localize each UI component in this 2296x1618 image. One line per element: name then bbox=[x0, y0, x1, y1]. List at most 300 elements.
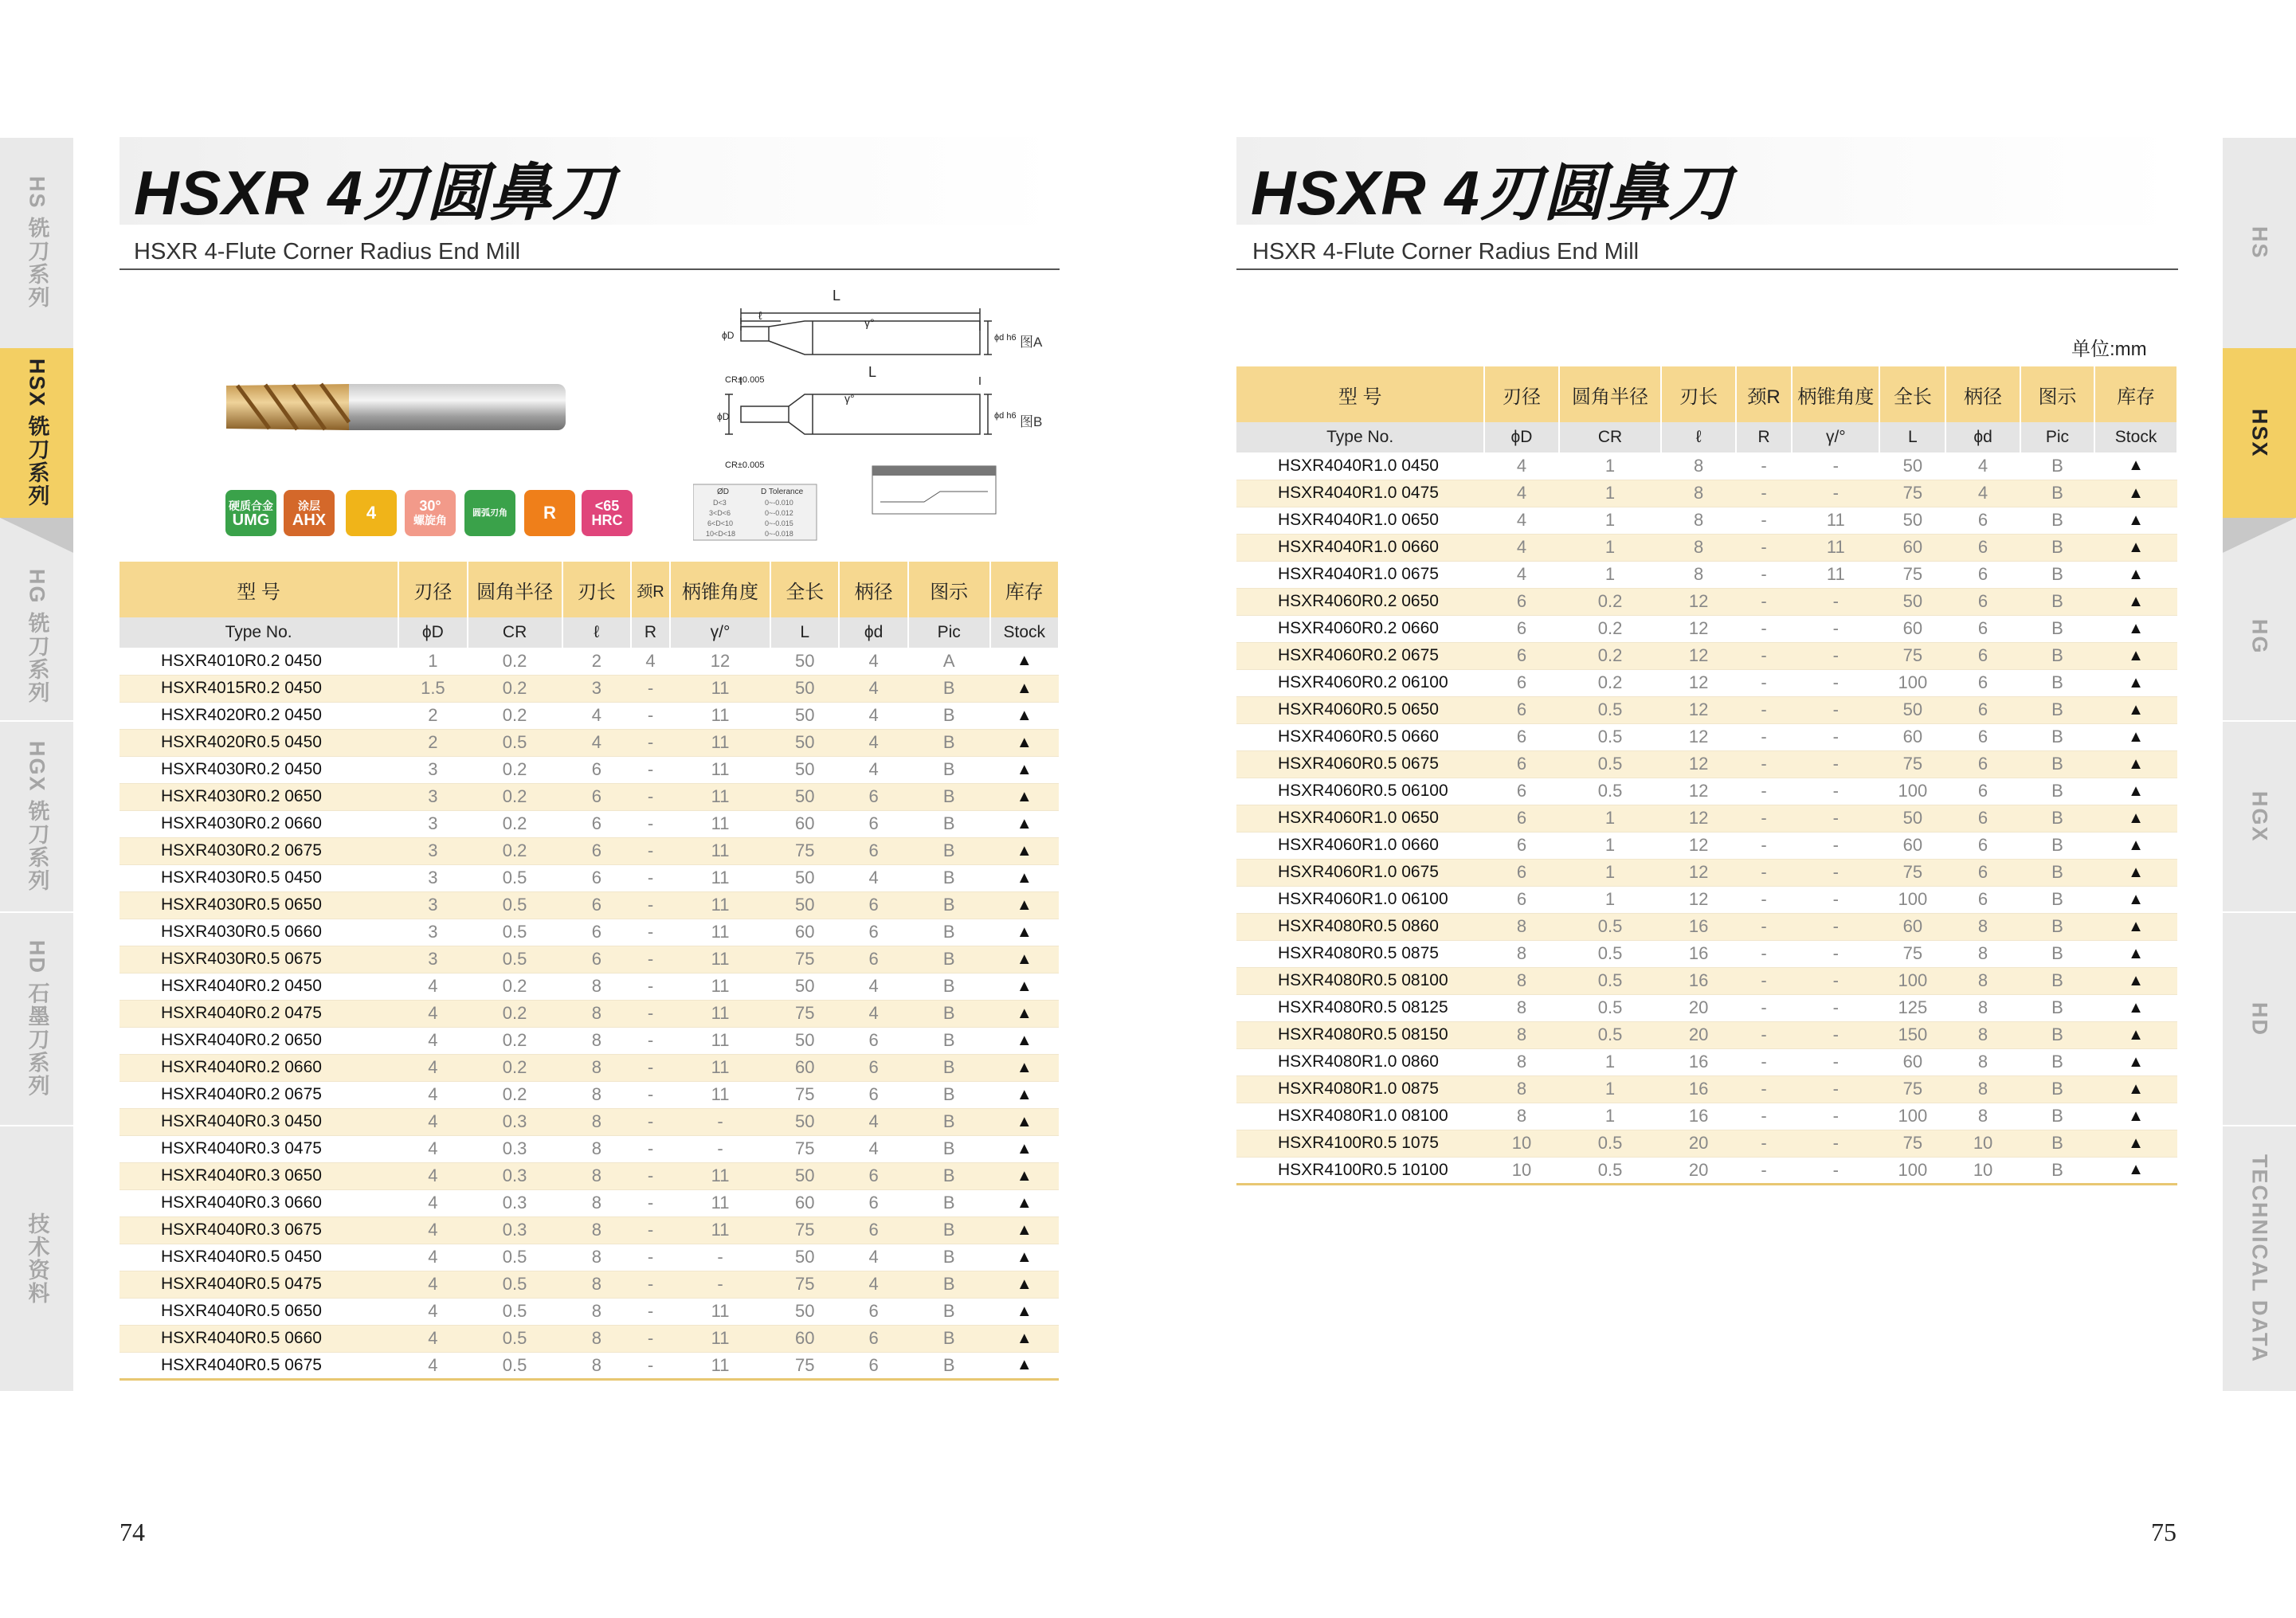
spec-cell: 0.2 bbox=[468, 756, 562, 783]
spec-cell: 6 bbox=[839, 837, 907, 864]
end-mill-photo bbox=[221, 374, 572, 438]
model-cell: HSXR4100R0.5 10100 bbox=[1236, 1157, 1484, 1184]
spec-cell: 6 bbox=[839, 1054, 907, 1081]
right-tab-hgx[interactable]: HGX bbox=[2223, 720, 2296, 911]
left-table-body bbox=[120, 648, 1059, 1379]
right-tab-hg[interactable]: HG bbox=[2247, 618, 2272, 655]
spec-cell: 4 bbox=[562, 702, 631, 729]
spec-cell: - bbox=[1736, 832, 1793, 859]
spec-cell: 6 bbox=[1484, 723, 1558, 750]
left-tab-hs[interactable]: HS 铣刀系列 bbox=[25, 176, 49, 310]
spec-cell: 0.5 bbox=[1559, 913, 1662, 940]
spec-cell: B bbox=[908, 783, 990, 810]
spec-cell: 11 bbox=[670, 1352, 770, 1379]
spec-cell: - bbox=[1736, 940, 1793, 967]
spec-cell: 8 bbox=[1484, 1021, 1558, 1048]
badge-coating-ahx: 涂层 AHX bbox=[284, 490, 335, 536]
spec-cell: 50 bbox=[770, 891, 839, 919]
spec-cell: - bbox=[631, 783, 670, 810]
spec-cell: 0.5 bbox=[1559, 940, 1662, 967]
spec-cell: B bbox=[908, 1027, 990, 1054]
spec-cell: 1 bbox=[1559, 452, 1662, 480]
spec-cell: 6 bbox=[1484, 669, 1558, 696]
table-row bbox=[120, 1000, 1059, 1027]
spec-cell: - bbox=[631, 1108, 670, 1135]
spec-cell: - bbox=[1792, 913, 1879, 940]
spec-cell: 12 bbox=[1661, 805, 1735, 832]
left-page-subtitle: HSXR 4-Flute Corner Radius End Mill bbox=[134, 239, 521, 264]
spec-cell: 8 bbox=[562, 1216, 631, 1244]
stock-cell: ▲ bbox=[990, 1162, 1059, 1189]
table-row bbox=[1236, 940, 2177, 967]
spec-cell: 6 bbox=[1484, 696, 1558, 723]
model-cell: HSXR4060R0.2 0650 bbox=[1236, 588, 1484, 615]
spec-cell: 4 bbox=[1945, 480, 2020, 507]
spec-cell: 1 bbox=[1559, 561, 1662, 588]
left-tab-hd[interactable]: HD 石墨刀系列 bbox=[0, 911, 73, 1125]
model-cell: HSXR4040R1.0 0660 bbox=[1236, 534, 1484, 561]
spec-cell: - bbox=[1736, 994, 1793, 1021]
spec-cell: 0.2 bbox=[1559, 669, 1662, 696]
spec-cell: 4 bbox=[839, 675, 907, 702]
spec-cell: - bbox=[1792, 967, 1879, 994]
dim-label-d-b: ϕd h6 bbox=[994, 411, 1017, 421]
spec-cell: A bbox=[908, 648, 990, 675]
badge-helix-30: 30° 螺旋角 bbox=[405, 490, 456, 536]
spec-cell: 60 bbox=[770, 810, 839, 837]
model-cell: HSXR4030R0.5 0660 bbox=[120, 919, 398, 946]
spec-cell: - bbox=[1792, 1075, 1879, 1103]
right-table-body bbox=[1236, 452, 2177, 1184]
spec-cell: 16 bbox=[1661, 967, 1735, 994]
spec-cell: 11 bbox=[670, 810, 770, 837]
table-row bbox=[1236, 778, 2177, 805]
spec-cell: 50 bbox=[770, 729, 839, 756]
left-tab-notch bbox=[0, 518, 73, 553]
spec-cell: 60 bbox=[1879, 1048, 1945, 1075]
spec-cell: 6 bbox=[1484, 886, 1558, 913]
spec-cell: 20 bbox=[1661, 994, 1735, 1021]
spec-cell: 4 bbox=[839, 1271, 907, 1298]
model-cell: HSXR4040R0.5 0675 bbox=[120, 1352, 398, 1379]
spec-cell: 4 bbox=[398, 1352, 467, 1379]
left-tab-hsx[interactable]: HSX 铣刀系列 bbox=[0, 348, 73, 518]
spec-cell: 0.5 bbox=[1559, 723, 1662, 750]
spec-cell: 8 bbox=[562, 1000, 631, 1027]
left-tab-hgx[interactable]: HGX 铣刀系列 bbox=[0, 720, 73, 911]
spec-cell: - bbox=[1792, 669, 1879, 696]
spec-cell: 6 bbox=[1945, 669, 2020, 696]
spec-cell: - bbox=[1792, 1048, 1879, 1075]
spec-cell: 4 bbox=[839, 1135, 907, 1162]
spec-cell: 4 bbox=[1484, 452, 1558, 480]
table-row bbox=[120, 1027, 1059, 1054]
spec-cell: B bbox=[908, 702, 990, 729]
model-cell: HSXR4060R0.2 0675 bbox=[1236, 642, 1484, 669]
left-tab-hg[interactable]: HG 铣刀系列 bbox=[25, 568, 49, 704]
spec-cell: - bbox=[631, 702, 670, 729]
spec-cell: 11 bbox=[670, 1000, 770, 1027]
spec-cell: 0.2 bbox=[468, 1081, 562, 1108]
table-row bbox=[1236, 480, 2177, 507]
spec-cell: - bbox=[631, 1081, 670, 1108]
spec-cell: B bbox=[2020, 1103, 2094, 1130]
dim-label-gamma: γ° bbox=[864, 316, 875, 329]
model-cell: HSXR4040R0.3 0660 bbox=[120, 1189, 398, 1216]
spec-cell: B bbox=[2020, 1048, 2094, 1075]
spec-cell: B bbox=[2020, 750, 2094, 778]
table-row bbox=[1236, 1157, 2177, 1184]
spec-cell: - bbox=[1736, 805, 1793, 832]
right-tab-tech[interactable]: TECHNICAL DATA bbox=[2223, 1125, 2296, 1391]
table-row bbox=[120, 1081, 1059, 1108]
spec-cell: 1.5 bbox=[398, 675, 467, 702]
spec-cell: 50 bbox=[770, 756, 839, 783]
spec-cell: 0.5 bbox=[1559, 1130, 1662, 1157]
stock-cell: ▲ bbox=[990, 1081, 1059, 1108]
svg-text:3<D<6: 3<D<6 bbox=[709, 509, 731, 517]
spec-cell: - bbox=[670, 1108, 770, 1135]
col-neck-r: 颈R bbox=[631, 562, 670, 617]
spec-cell: 3 bbox=[398, 891, 467, 919]
stock-cell: ▲ bbox=[990, 919, 1059, 946]
spec-cell: 4 bbox=[839, 702, 907, 729]
spec-cell: 4 bbox=[839, 1244, 907, 1271]
model-cell: HSXR4080R0.5 0860 bbox=[1236, 913, 1484, 940]
spec-cell: 2 bbox=[398, 729, 467, 756]
spec-cell: 10 bbox=[1484, 1157, 1558, 1184]
svg-text:6<D<10: 6<D<10 bbox=[707, 519, 734, 527]
spec-cell: 11 bbox=[670, 1054, 770, 1081]
spec-cell: 0.5 bbox=[468, 1325, 562, 1352]
spec-cell: 8 bbox=[562, 1081, 631, 1108]
spec-cell: - bbox=[1792, 588, 1879, 615]
table-row bbox=[1236, 913, 2177, 940]
spec-cell: 12 bbox=[1661, 750, 1735, 778]
cr-tolerance-b: CR±0.005 bbox=[725, 460, 765, 470]
model-cell: HSXR4060R0.5 0660 bbox=[1236, 723, 1484, 750]
spec-cell: 0.2 bbox=[468, 1000, 562, 1027]
model-cell: HSXR4060R1.0 0650 bbox=[1236, 805, 1484, 832]
spec-cell: B bbox=[2020, 1130, 2094, 1157]
spec-cell: 8 bbox=[1484, 1103, 1558, 1130]
spec-cell: 6 bbox=[562, 946, 631, 973]
stock-cell: ▲ bbox=[2094, 940, 2177, 967]
stock-cell: ▲ bbox=[2094, 588, 2177, 615]
dim-label-D-b: ϕD bbox=[717, 411, 730, 422]
spec-cell: 1 bbox=[1559, 1103, 1662, 1130]
spec-cell: 6 bbox=[839, 1325, 907, 1352]
svg-text:D Tolerance: D Tolerance bbox=[761, 488, 804, 496]
spec-cell: 100 bbox=[1879, 967, 1945, 994]
table-row bbox=[120, 891, 1059, 919]
left-tab-tech[interactable]: 技术资料 bbox=[0, 1125, 73, 1391]
badge-radius-r: R bbox=[524, 490, 575, 536]
model-cell: HSXR4020R0.5 0450 bbox=[120, 729, 398, 756]
spec-cell: 6 bbox=[839, 946, 907, 973]
stock-cell: ▲ bbox=[2094, 534, 2177, 561]
unit-label: 单位:mm bbox=[2071, 339, 2147, 360]
spec-cell: 12 bbox=[1661, 615, 1735, 642]
spec-cell: 60 bbox=[1879, 723, 1945, 750]
model-cell: HSXR4015R0.2 0450 bbox=[120, 675, 398, 702]
spec-cell: 11 bbox=[1792, 561, 1879, 588]
spec-cell: - bbox=[1792, 1130, 1879, 1157]
right-spec-table bbox=[1236, 366, 2178, 1185]
spec-cell: - bbox=[1736, 1048, 1793, 1075]
spec-cell: - bbox=[1736, 507, 1793, 534]
model-cell: HSXR4040R0.3 0675 bbox=[120, 1216, 398, 1244]
spec-cell: 8 bbox=[562, 1054, 631, 1081]
spec-cell: 8 bbox=[1484, 940, 1558, 967]
stock-cell: ▲ bbox=[990, 1352, 1059, 1379]
spec-cell: B bbox=[908, 756, 990, 783]
model-cell: HSXR4030R0.5 0650 bbox=[120, 891, 398, 919]
model-cell: HSXR4020R0.2 0450 bbox=[120, 702, 398, 729]
spec-cell: 16 bbox=[1661, 1103, 1735, 1130]
spec-cell: - bbox=[1736, 750, 1793, 778]
spec-cell: 0.5 bbox=[468, 1298, 562, 1325]
left-page-title: HSXR 4刃圆鼻刀 bbox=[134, 158, 615, 228]
spec-cell: - bbox=[631, 1027, 670, 1054]
spec-cell: 0.2 bbox=[468, 783, 562, 810]
spec-cell: - bbox=[631, 1325, 670, 1352]
model-cell: HSXR4040R0.3 0650 bbox=[120, 1162, 398, 1189]
right-title-bar bbox=[1236, 137, 2178, 228]
table-row bbox=[1236, 1130, 2177, 1157]
spec-cell: 4 bbox=[398, 1244, 467, 1271]
stock-cell: ▲ bbox=[2094, 967, 2177, 994]
spec-cell: 10 bbox=[1945, 1157, 2020, 1184]
spec-cell: - bbox=[631, 810, 670, 837]
spec-cell: 6 bbox=[839, 1162, 907, 1189]
spec-cell: B bbox=[908, 946, 990, 973]
spec-cell: 0.3 bbox=[468, 1108, 562, 1135]
stock-cell: ▲ bbox=[990, 1298, 1059, 1325]
spec-cell: - bbox=[1792, 994, 1879, 1021]
spec-cell: B bbox=[908, 973, 990, 1000]
spec-cell: - bbox=[1736, 588, 1793, 615]
figure-a-label: 图A bbox=[1020, 335, 1043, 350]
table-row bbox=[1236, 452, 2177, 480]
model-cell: HSXR4080R0.5 08125 bbox=[1236, 994, 1484, 1021]
stock-cell: ▲ bbox=[990, 648, 1059, 675]
spec-cell: - bbox=[1736, 778, 1793, 805]
stock-cell: ▲ bbox=[2094, 886, 2177, 913]
left-spec-table bbox=[120, 562, 1060, 1381]
spec-cell: 0.2 bbox=[468, 648, 562, 675]
spec-cell: 8 bbox=[562, 1162, 631, 1189]
spec-cell: - bbox=[631, 1189, 670, 1216]
spec-cell: 6 bbox=[562, 783, 631, 810]
spec-cell: B bbox=[908, 1135, 990, 1162]
stock-cell: ▲ bbox=[990, 891, 1059, 919]
col-taper-angle: 柄锥角度 bbox=[670, 562, 770, 617]
spec-cell: 75 bbox=[770, 1352, 839, 1379]
spec-cell: - bbox=[631, 1216, 670, 1244]
spec-cell: 8 bbox=[1661, 507, 1735, 534]
right-title-rule bbox=[1236, 268, 2178, 270]
spec-cell: 6 bbox=[839, 1216, 907, 1244]
stock-cell: ▲ bbox=[2094, 507, 2177, 534]
col-type: 型 号 bbox=[120, 562, 398, 617]
right-tab-hs[interactable]: HS bbox=[2247, 226, 2272, 260]
spec-cell: 12 bbox=[1661, 723, 1735, 750]
table-row bbox=[120, 1244, 1059, 1271]
spec-cell: - bbox=[631, 1298, 670, 1325]
table-row bbox=[120, 648, 1059, 675]
model-cell: HSXR4030R0.2 0675 bbox=[120, 837, 398, 864]
spec-cell: 3 bbox=[398, 756, 467, 783]
stock-cell: ▲ bbox=[990, 1108, 1059, 1135]
spec-cell: 6 bbox=[562, 891, 631, 919]
spec-cell: 0.5 bbox=[468, 729, 562, 756]
table-row bbox=[120, 919, 1059, 946]
spec-cell: 100 bbox=[1879, 669, 1945, 696]
spec-cell: 4 bbox=[398, 1108, 467, 1135]
spec-cell: 4 bbox=[1484, 561, 1558, 588]
spec-cell: B bbox=[2020, 805, 2094, 832]
spec-cell: B bbox=[2020, 913, 2094, 940]
svg-text:ØD: ØD bbox=[717, 488, 729, 496]
right-tab-hd[interactable]: HD bbox=[2223, 911, 2296, 1125]
spec-cell: 12 bbox=[1661, 778, 1735, 805]
spec-cell: - bbox=[1792, 940, 1879, 967]
spec-cell: 1 bbox=[398, 648, 467, 675]
spec-cell: 11 bbox=[670, 702, 770, 729]
spec-cell: 100 bbox=[1879, 886, 1945, 913]
spec-cell: 6 bbox=[1484, 642, 1558, 669]
stock-cell: ▲ bbox=[990, 1054, 1059, 1081]
spec-cell: - bbox=[1736, 615, 1793, 642]
dim-label-L-b: L bbox=[868, 364, 877, 380]
spec-cell: 6 bbox=[1484, 588, 1558, 615]
spec-cell: 0.2 bbox=[1559, 642, 1662, 669]
spec-cell: 0.2 bbox=[1559, 615, 1662, 642]
spec-cell: 11 bbox=[670, 1189, 770, 1216]
table-row bbox=[1236, 1075, 2177, 1103]
spec-cell: B bbox=[2020, 778, 2094, 805]
spec-cell: 4 bbox=[839, 756, 907, 783]
model-cell: HSXR4030R0.5 0675 bbox=[120, 946, 398, 973]
spec-cell: 60 bbox=[1879, 913, 1945, 940]
spec-cell: 0.2 bbox=[468, 702, 562, 729]
spec-cell: 0.5 bbox=[468, 864, 562, 891]
spec-cell: 2 bbox=[562, 648, 631, 675]
spec-cell: 75 bbox=[770, 946, 839, 973]
badge-corner-radius-edge: 圆弧刃角 bbox=[464, 490, 515, 536]
stock-cell: ▲ bbox=[990, 1325, 1059, 1352]
spec-cell: 1 bbox=[1559, 1075, 1662, 1103]
spec-cell: 6 bbox=[1484, 832, 1558, 859]
spec-cell: B bbox=[908, 1298, 990, 1325]
col-diameter: 刃径 bbox=[398, 562, 467, 617]
spec-cell: - bbox=[1736, 913, 1793, 940]
spec-cell: B bbox=[2020, 1157, 2094, 1184]
spec-cell: 75 bbox=[770, 1000, 839, 1027]
table-row bbox=[1236, 1103, 2177, 1130]
spec-cell: 75 bbox=[770, 1271, 839, 1298]
stock-cell: ▲ bbox=[2094, 1103, 2177, 1130]
spec-cell: 75 bbox=[1879, 1075, 1945, 1103]
spec-cell: 20 bbox=[1661, 1157, 1735, 1184]
stock-cell: ▲ bbox=[990, 864, 1059, 891]
spec-cell: 8 bbox=[1945, 1103, 2020, 1130]
spec-cell: - bbox=[631, 756, 670, 783]
model-cell: HSXR4040R0.2 0650 bbox=[120, 1027, 398, 1054]
spec-cell: - bbox=[1792, 859, 1879, 886]
spec-cell: - bbox=[670, 1244, 770, 1271]
stock-cell: ▲ bbox=[990, 675, 1059, 702]
spec-cell: B bbox=[908, 729, 990, 756]
spec-cell: 8 bbox=[1661, 480, 1735, 507]
spec-cell: B bbox=[908, 1216, 990, 1244]
spec-cell: 4 bbox=[398, 973, 467, 1000]
spec-cell: 8 bbox=[562, 1108, 631, 1135]
table-row bbox=[120, 1054, 1059, 1081]
model-cell: HSXR4080R0.5 08100 bbox=[1236, 967, 1484, 994]
table-row bbox=[1236, 561, 2177, 588]
spec-cell: 11 bbox=[670, 1298, 770, 1325]
table-row bbox=[1236, 994, 2177, 1021]
spec-cell: - bbox=[631, 837, 670, 864]
spec-cell: B bbox=[908, 1352, 990, 1379]
spec-cell: 0.5 bbox=[1559, 994, 1662, 1021]
spec-cell: 0.5 bbox=[468, 946, 562, 973]
spec-cell: 6 bbox=[1484, 778, 1558, 805]
spec-cell: 4 bbox=[839, 973, 907, 1000]
right-tab-hsx[interactable]: HSX bbox=[2223, 348, 2296, 518]
col-picture: 图示 bbox=[908, 562, 990, 617]
model-cell: HSXR4040R0.2 0450 bbox=[120, 973, 398, 1000]
spec-cell: B bbox=[2020, 1075, 2094, 1103]
spec-cell: - bbox=[1792, 750, 1879, 778]
badge-hardness-hrc: <65 HRC bbox=[582, 490, 633, 536]
spec-cell: - bbox=[631, 1054, 670, 1081]
spec-cell: B bbox=[2020, 696, 2094, 723]
spec-cell: B bbox=[2020, 507, 2094, 534]
left-title-bar bbox=[120, 137, 1060, 228]
spec-cell: 75 bbox=[770, 1135, 839, 1162]
spec-cell: - bbox=[1792, 1157, 1879, 1184]
model-cell: HSXR4040R0.2 0475 bbox=[120, 1000, 398, 1027]
spec-cell: 6 bbox=[839, 783, 907, 810]
table-row bbox=[120, 1108, 1059, 1135]
spec-cell: B bbox=[908, 675, 990, 702]
svg-text:0~-0.018: 0~-0.018 bbox=[765, 530, 793, 538]
model-cell: HSXR4040R0.5 0475 bbox=[120, 1271, 398, 1298]
spec-cell: 6 bbox=[839, 1352, 907, 1379]
spec-cell: - bbox=[1736, 696, 1793, 723]
spec-cell: 75 bbox=[1879, 642, 1945, 669]
spec-cell: B bbox=[908, 864, 990, 891]
spec-cell: - bbox=[1736, 1157, 1793, 1184]
spec-cell: 6 bbox=[562, 756, 631, 783]
stock-cell: ▲ bbox=[990, 756, 1059, 783]
model-cell: HSXR4040R1.0 0475 bbox=[1236, 480, 1484, 507]
left-series-tabs bbox=[0, 138, 73, 1391]
spec-cell: 50 bbox=[770, 1162, 839, 1189]
table-row bbox=[120, 1325, 1059, 1352]
model-cell: HSXR4060R0.5 06100 bbox=[1236, 778, 1484, 805]
model-cell: HSXR4030R0.2 0650 bbox=[120, 783, 398, 810]
spec-cell: 4 bbox=[839, 864, 907, 891]
spec-cell: 6 bbox=[1484, 615, 1558, 642]
spec-cell: - bbox=[1792, 1021, 1879, 1048]
spec-cell: B bbox=[908, 1271, 990, 1298]
stock-cell: ▲ bbox=[990, 946, 1059, 973]
spec-cell: 6 bbox=[839, 1298, 907, 1325]
